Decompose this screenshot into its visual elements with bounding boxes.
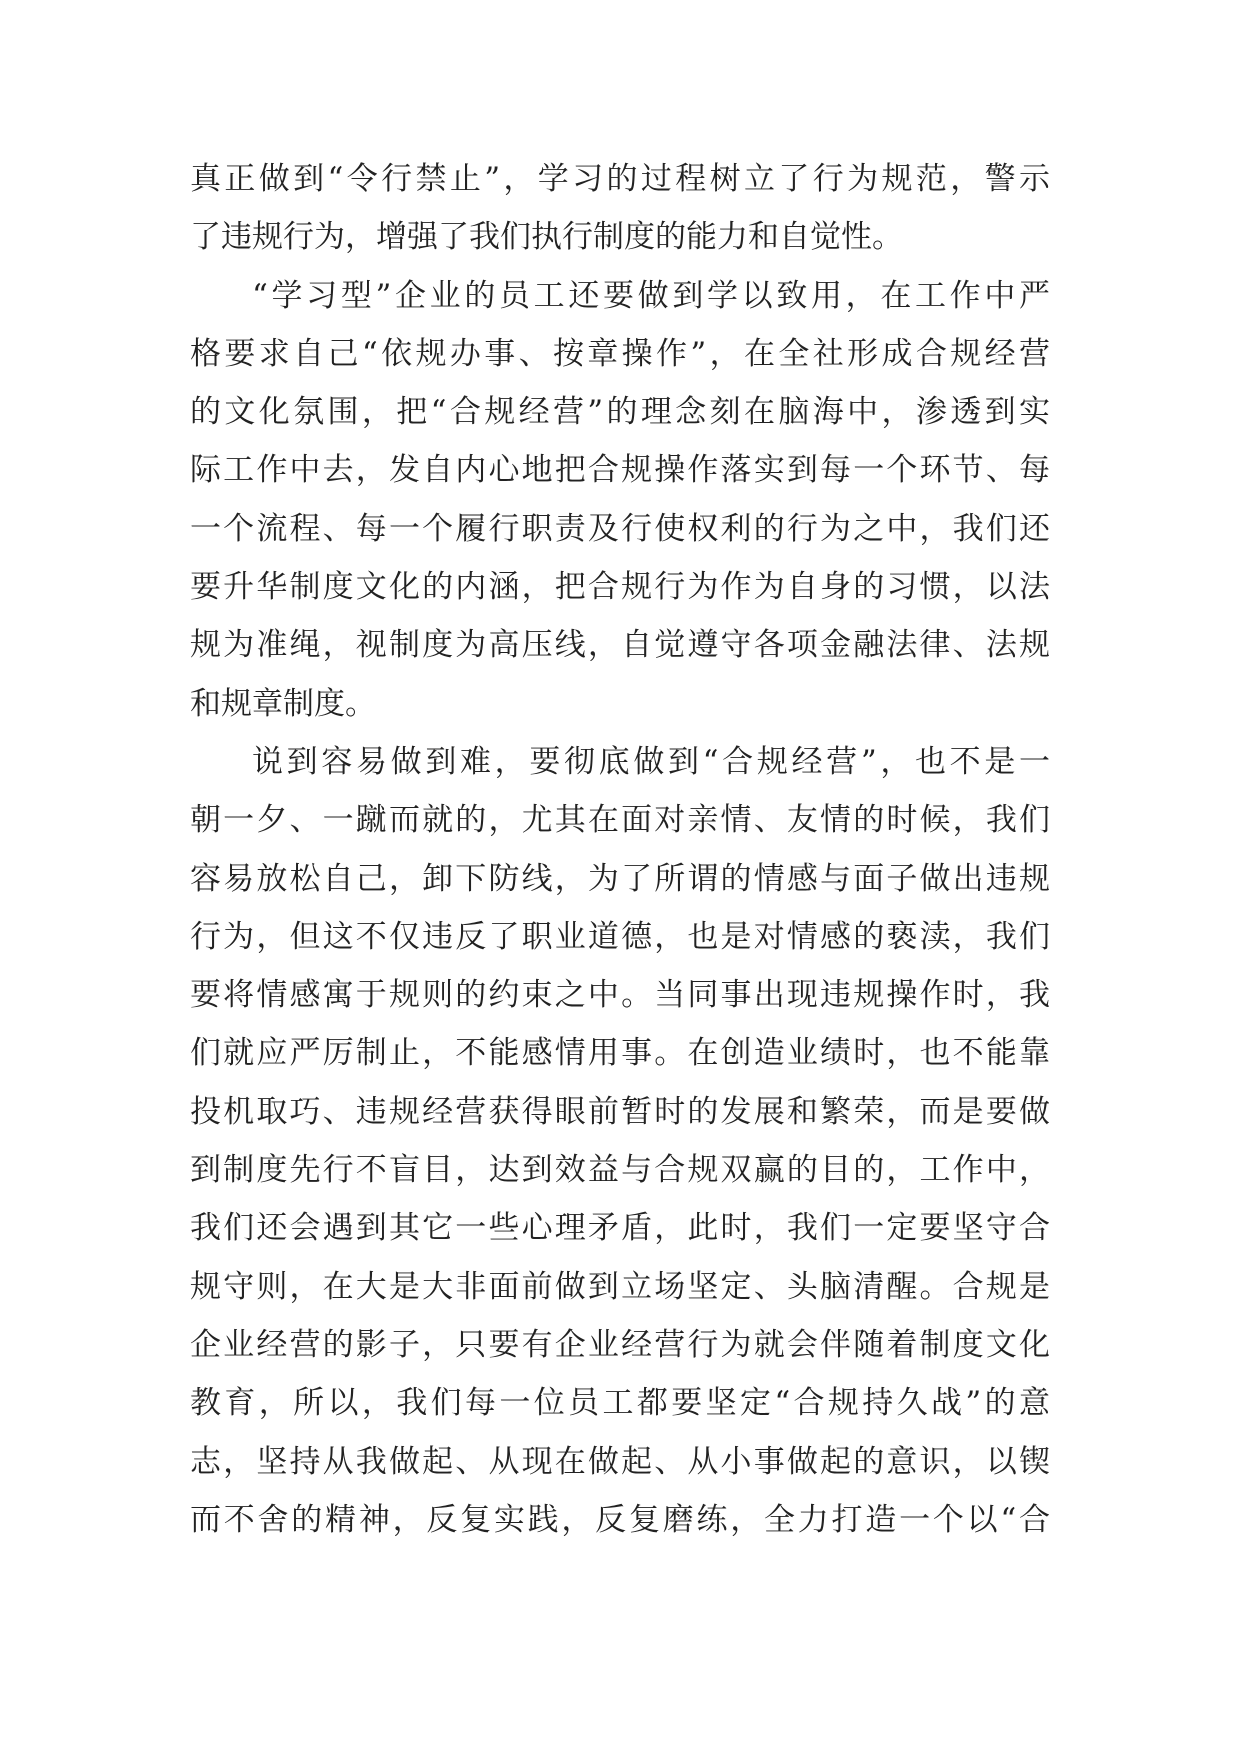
text-line: 要升华制度文化的内涵，把合规行为作为自身的习惯，以法 bbox=[190, 569, 1050, 606]
text-line: 到制度先行不盲目，达到效益与合规双赢的目的，工作中， bbox=[190, 1152, 1050, 1189]
text-line: 容易放松自己，卸下防线，为了所谓的情感与面子做出违规 bbox=[190, 860, 1050, 897]
text-line: 际工作中去，发自内心地把合规操作落实到每一个环节、每 bbox=[190, 452, 1050, 489]
document-body bbox=[190, 150, 1050, 1549]
text-line: 了违规行为，增强了我们执行制度的能力和自觉性。 bbox=[190, 219, 903, 256]
text-line: 规为准绳，视制度为高压线，自觉遵守各项金融法律、法规 bbox=[190, 627, 1050, 664]
text-line: 我们还会遇到其它一些心理矛盾，此时，我们一定要坚守合 bbox=[190, 1210, 1050, 1247]
text-line: 们就应严厉制止，不能感情用事。在创造业绩时，也不能靠 bbox=[190, 1035, 1050, 1072]
text-line: 投机取巧、违规经营获得眼前暂时的发展和繁荣，而是要做 bbox=[190, 1093, 1050, 1130]
text-line: 朝一夕、一蹴而就的，尤其在面对亲情、友情的时候，我们 bbox=[190, 802, 1050, 839]
text-line: 和规章制度。 bbox=[190, 685, 376, 722]
text-line: 教育，所以，我们每一位员工都要坚定“合规持久战”的意 bbox=[190, 1385, 1050, 1422]
paragraph-start-line: 说到容易做到难，要彻底做到“合规经营”，也不是一 bbox=[252, 743, 1050, 780]
text-line: 规守则，在大是大非面前做到立场坚定、头脑清醒。合规是 bbox=[190, 1268, 1050, 1305]
text-line: 而不舍的精神，反复实践，反复磨练，全力打造一个以“合 bbox=[190, 1501, 1050, 1538]
text-line: 格要求自己“依规办事、按章操作”，在全社形成合规经营 bbox=[190, 335, 1050, 372]
text-line: 志，坚持从我做起、从现在做起、从小事做起的意识，以锲 bbox=[190, 1443, 1050, 1480]
text-line: 企业经营的影子，只要有企业经营行为就会伴随着制度文化 bbox=[190, 1326, 1050, 1363]
text-line: 一个流程、每一个履行职责及行使权利的行为之中，我们还 bbox=[190, 510, 1050, 547]
text-line: 行为，但这不仅违反了职业道德，也是对情感的亵渎，我们 bbox=[190, 918, 1050, 955]
text-line: 要将情感寓于规则的约束之中。当同事出现违规操作时，我 bbox=[190, 977, 1050, 1014]
text-line: 真正做到“令行禁止”，学习的过程树立了行为规范，警示 bbox=[190, 161, 1050, 197]
paragraph-start-line: “学习型”企业的员工还要做到学以致用，在工作中严 bbox=[252, 277, 1050, 314]
text-line: 的文化氛围，把“合规经营”的理念刻在脑海中，渗透到实 bbox=[190, 394, 1050, 431]
